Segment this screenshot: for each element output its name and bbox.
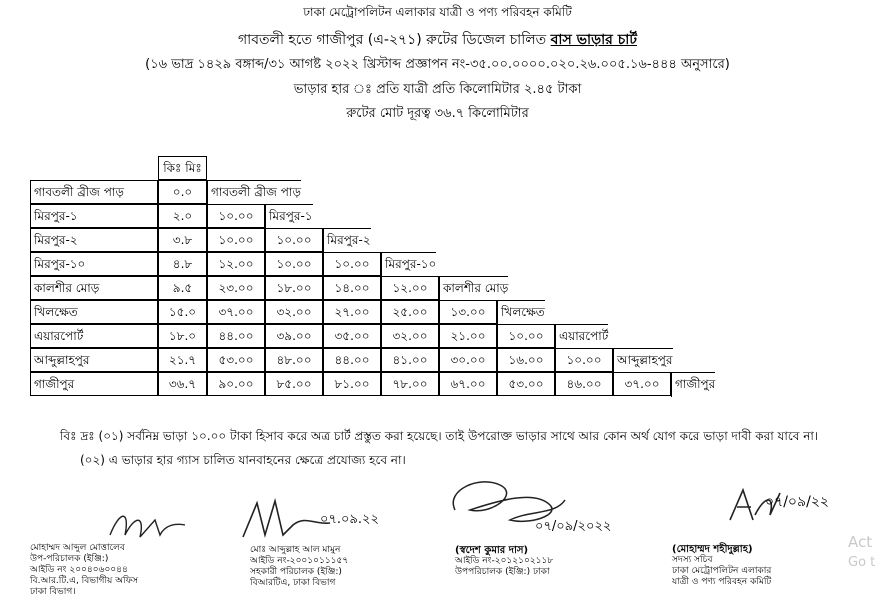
diagonal-stop-label: গাজীপুর xyxy=(671,372,715,397)
row-km: ১৫.০ xyxy=(158,300,207,324)
fare-cell: ৩০.০০ xyxy=(439,348,497,372)
fare-cell: ১০.০০ xyxy=(265,252,323,276)
route-title xyxy=(0,28,875,52)
fare-cell: ১৪.০০ xyxy=(323,276,381,300)
diagonal-stop-label: মিরপুর-১০ xyxy=(381,252,436,277)
fare-cell: ৪৪.০০ xyxy=(323,348,381,372)
fare-cell: ১০.০০ xyxy=(265,228,323,252)
fare-cell: ৪৮.০০ xyxy=(265,348,323,372)
fare-cell: ১২.০০ xyxy=(207,252,265,276)
route-distance: রুটের মোট দূরত্ব ৩৬.৭ কিলোমিটার xyxy=(346,106,529,121)
fare-cell: ৩২.০০ xyxy=(381,324,439,348)
signature-4-date: ০৭/০৯/২২ xyxy=(765,494,830,510)
diagonal-stop-label: মিরপুর-২ xyxy=(323,228,371,253)
route-chart-emphasis: বাস ভাড়ার চার্ট xyxy=(550,32,637,48)
route-prefix: গাবতলী হতে গাজীপুর (এ-২৭১) রুটের ডিজেল চালিত xyxy=(238,32,551,48)
fare-cell: ৫৩.০০ xyxy=(497,372,555,396)
gazette-reference: (১৬ ভাদ্র ১৪২৯ বঙ্গাব্দ/৩১ আগষ্ট ২০২২ খ্রিস্টাব্দ প্রজ্ঞাপন নং-৩৫.০০.০০০০.০২০.২৬.০০৫.১৬-৪৪৪ অনুসারে) xyxy=(145,57,730,72)
fare-cell: ২১.০০ xyxy=(439,324,497,348)
fare-rate: ভাড়ার হার ঃ প্রতি যাত্রী প্রতি কিলোমিটার ২.৪৫ টাকা xyxy=(293,82,582,97)
row-stop-name: কালশীর মোড় xyxy=(30,276,158,300)
row-km: ৪.৮ xyxy=(158,252,207,276)
fare-cell: ৩৭.০০ xyxy=(207,300,265,324)
fare-cell: ৭৮.০০ xyxy=(381,372,439,396)
row-km: ৩.৮ xyxy=(158,228,207,252)
fare-cell: ২৭.০০ xyxy=(323,300,381,324)
row-km: ১৮.০ xyxy=(158,324,207,348)
row-stop-name: মিরপুর-১০ xyxy=(30,252,158,276)
signature-3-date: ০৭/০৯/২০২২ xyxy=(535,519,612,534)
row-stop-name: মিরপুর-১ xyxy=(30,204,158,228)
row-km: ২১.৭ xyxy=(158,348,207,372)
fare-cell: ৪৬.০০ xyxy=(555,372,613,396)
row-stop-name: গাবতলী ব্রীজ পাড় xyxy=(30,180,158,204)
signature-1-scribble xyxy=(100,505,190,545)
fare-cell: ২৩.০০ xyxy=(207,276,265,300)
row-km: ২.০ xyxy=(158,204,207,228)
fare-cell: ৩৯.০০ xyxy=(265,324,323,348)
committee-title: ঢাকা মেট্রোপলিটন এলাকার যাত্রী ও পণ্য পরিবহন কমিটি xyxy=(303,5,572,19)
diagonal-stop-label: খিলক্ষেত xyxy=(497,300,545,325)
fare-cell: ৬৭.০০ xyxy=(439,372,497,396)
signature-4: (মোহাম্মদ শহীদুল্লাহ) সদস্য সচিব ঢাকা মেট্রোপলিটন এলাকার যাত্রী ও পণ্য পরিবহন কমিটি xyxy=(672,544,772,587)
fare-cell: ৮১.০০ xyxy=(323,372,381,396)
signature-1: মোহাম্মদ আব্দুল মোত্তালেব উপ-পরিচালক (ইঞ্জি:) আইডি নং ২০০৪০৬০০৪৪ বি.আর.টি.এ, বিভাগীয় অফিস ঢাকা বিভাগ। xyxy=(30,543,139,597)
fare-cell: ১০.০০ xyxy=(207,228,265,252)
diagonal-stop-label: এয়ারপোর্ট xyxy=(555,324,608,349)
row-stop-name: গাজীপুর xyxy=(30,372,158,396)
fare-cell: ১৮.০০ xyxy=(265,276,323,300)
fare-cell: ১৩.০০ xyxy=(439,300,497,324)
fare-cell: ৪৪.০০ xyxy=(207,324,265,348)
fare-cell: ৯০.০০ xyxy=(207,372,265,396)
fare-cell: ১০.০০ xyxy=(497,324,555,348)
note-2: (০২) এ ভাড়ার হার গ্যাস চালিত যানবাহনের ক্ষেত্রে প্রযোজ্য হবে না। xyxy=(80,453,406,467)
row-stop-name: আব্দুল্লাহপুর xyxy=(30,348,158,372)
signature-3: (স্বদেশ কুমার দাস) আইডি নং-২০১২১০২১১৮ উপপরিচালক (ইঞ্জি:) ঢাকা xyxy=(455,545,554,577)
signature-2: মোঃ আব্দুল্লাহ আল মামুন আইডি নং-২০০১০১১১৫৭ সহকারী পরিচালক (ইঞ্জি:) বিআরটিএ, ঢাকা বিভাগ xyxy=(250,545,349,588)
fare-cell: ১২.০০ xyxy=(381,276,439,300)
signature-2-date: ০৭.০৯.২২ xyxy=(320,512,379,527)
fare-cell: ২৫.০০ xyxy=(381,300,439,324)
fare-cell: ৮৫.০০ xyxy=(265,372,323,396)
row-km: ৩৬.৭ xyxy=(158,372,207,396)
fare-cell: ১০.০০ xyxy=(555,348,613,372)
fare-cell: ১৬.০০ xyxy=(497,348,555,372)
km-column-header: কিঃ মিঃ xyxy=(158,156,207,180)
fare-cell: ৪১.০০ xyxy=(381,348,439,372)
row-stop-name: এয়ারপোর্ট xyxy=(30,324,158,348)
fare-cell: ১০.০০ xyxy=(323,252,381,276)
row-km: ০.০ xyxy=(158,180,207,204)
diagonal-stop-label: কালশীর মোড় xyxy=(439,276,508,301)
activation-watermark-line2: Go t xyxy=(848,555,875,570)
fare-cell: ৩২.০০ xyxy=(265,300,323,324)
diagonal-stop-label: মিরপুর-১ xyxy=(265,204,313,229)
fare-cell: ৩৫.০০ xyxy=(323,324,381,348)
diagonal-stop-label: আব্দুল্লাহপুর xyxy=(613,348,673,373)
diagonal-stop-label: গাবতলী ব্রীজ পাড় xyxy=(207,180,301,205)
row-stop-name: মিরপুর-২ xyxy=(30,228,158,252)
fare-cell: ৫৩.০০ xyxy=(207,348,265,372)
fare-cell: ৩৭.০০ xyxy=(613,372,671,396)
row-stop-name: খিলক্ষেত xyxy=(30,300,158,324)
note-1: বিঃ দ্রঃ (০১) সর্বনিম্ন ভাড়া ১০.০০ টাকা হিসাব করে অত্র চার্ট প্রস্তুত করা হয়েছে। তাই উপরোক্ত ভাড়ার সাথে আর কোন অর্থ যোগ করে ভাড়া দাবী করা যাবে না। xyxy=(60,429,819,443)
fare-cell: ১০.০০ xyxy=(207,204,265,228)
activation-watermark-line1: Act xyxy=(848,533,873,551)
row-km: ৯.৫ xyxy=(158,276,207,300)
